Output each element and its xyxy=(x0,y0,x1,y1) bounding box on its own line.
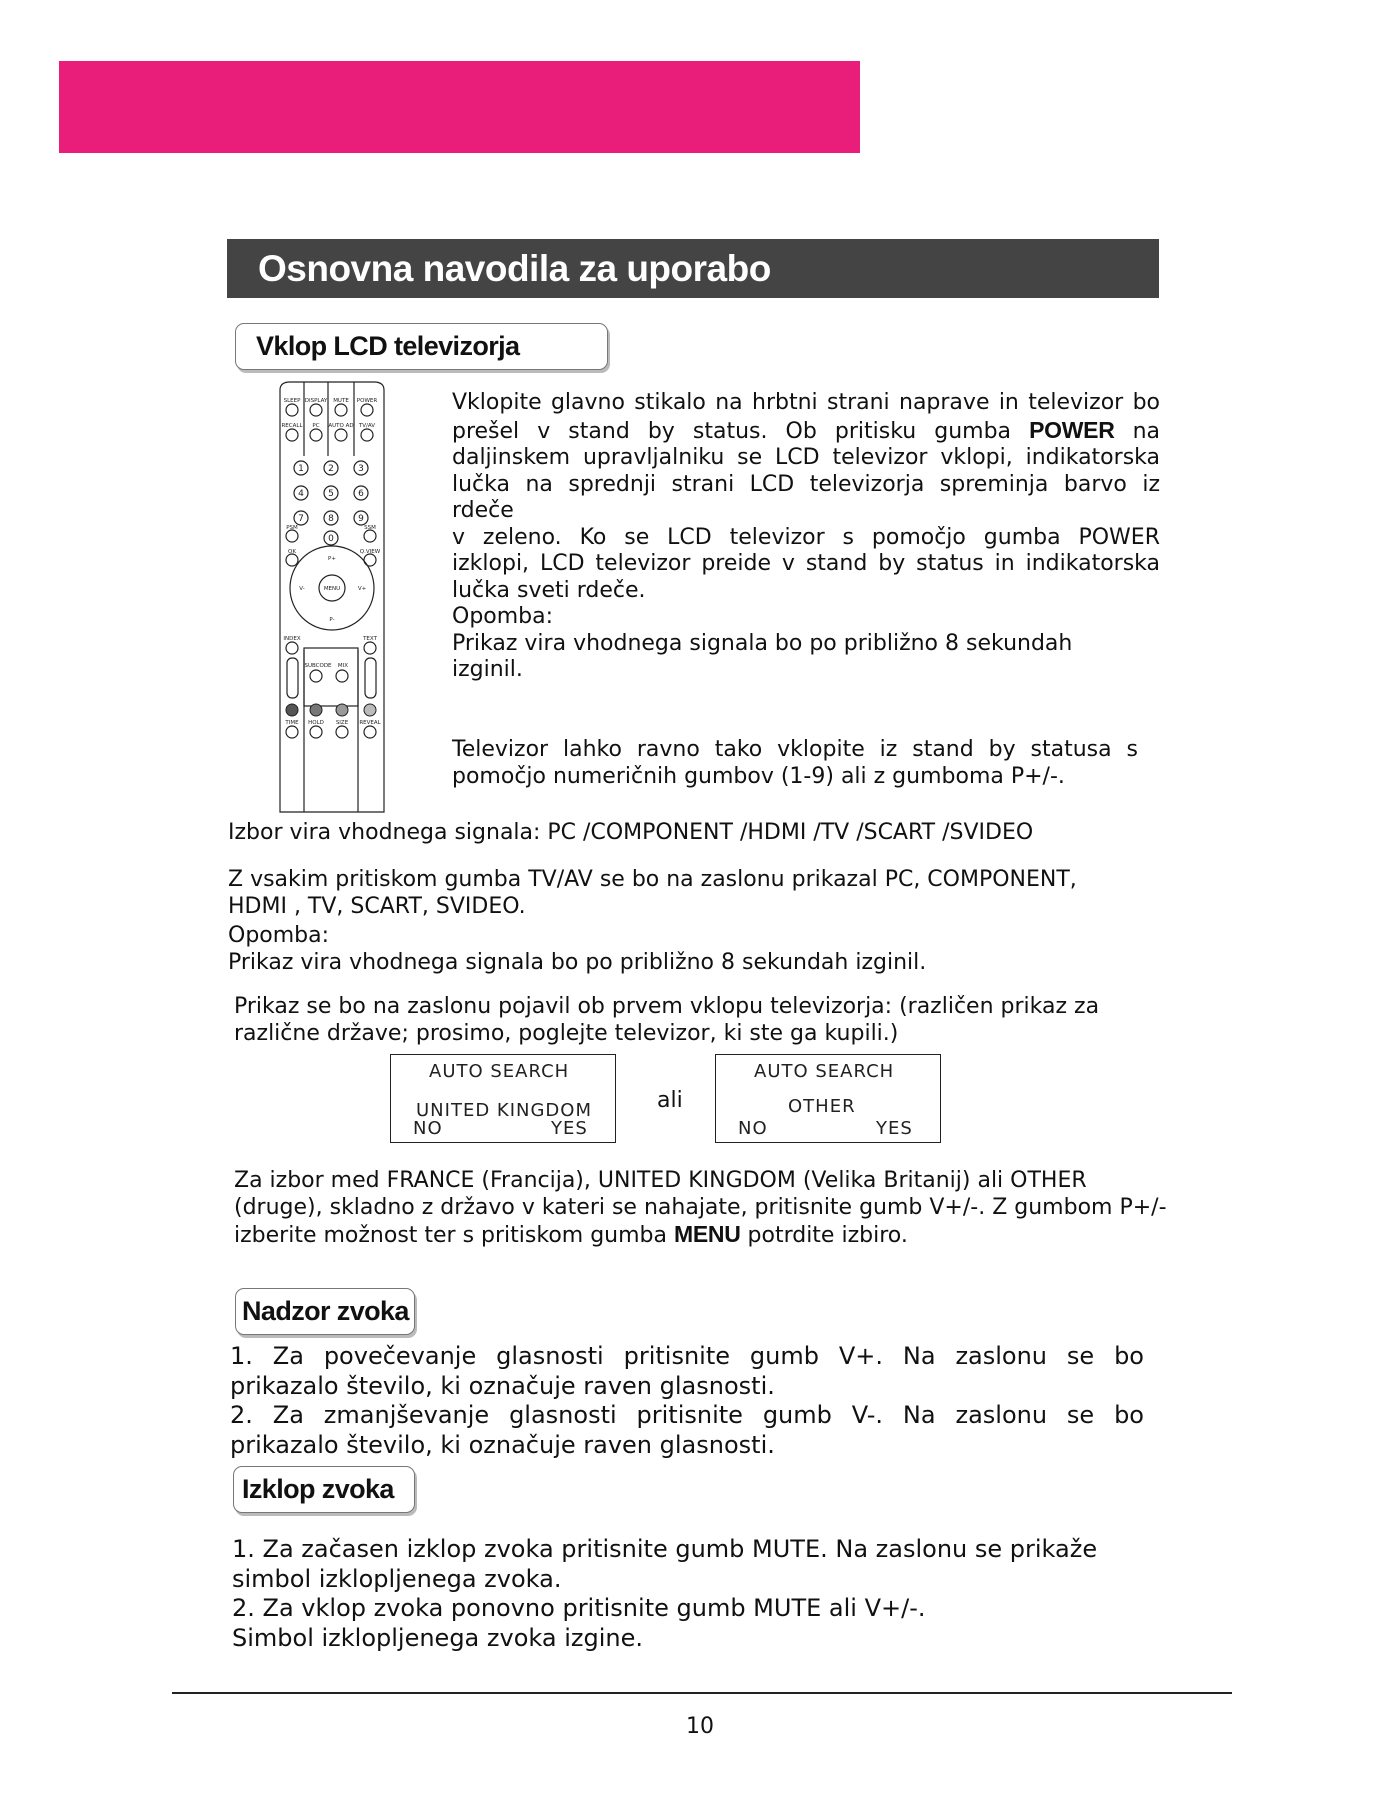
volume-line-4: prikazalo število, ki označuje raven glasnosti. xyxy=(230,1430,775,1459)
tvav-line-2: HDMI , TV, SCART, SVIDEO. xyxy=(228,893,526,919)
intro-line-1: Vklopite glavno stikalo na hrbtni strani naprave in televizor bo xyxy=(452,390,1160,415)
remote-label-sleep: SLEEP xyxy=(283,398,301,404)
remote-label-ssm: SSM xyxy=(364,525,376,531)
note-text-1a: Prikaz vira vhodnega signala bo po približno 8 sekundah xyxy=(452,630,1073,656)
mute-line-3: 2. Za vklop zvoka ponovno pritisnite gumb MUTE ali V+/-. xyxy=(232,1594,926,1622)
remote-label-menu: MENU xyxy=(323,586,341,592)
note-text-2: Prikaz vira vhodnega signala bo po približno 8 sekundah izginil. xyxy=(228,949,927,975)
remote-blue-button xyxy=(364,704,376,716)
osd-left-title: AUTO SEARCH xyxy=(429,1061,570,1082)
remote-digit-3: 3 xyxy=(358,464,364,474)
osd-box-other xyxy=(715,1054,941,1143)
intro-line-2-end: na xyxy=(1132,418,1160,444)
section-heading-vklop xyxy=(235,323,608,370)
intro-line-3: daljinskem upravljalniku se LCD televizor vklopi, indikatorska xyxy=(452,445,1160,470)
standby-paragraph xyxy=(452,737,1138,790)
intro-line-2 xyxy=(452,417,1160,446)
mute-line-4: Simbol izklopljenega zvoka izgine. xyxy=(232,1623,643,1652)
remote-digit-4: 4 xyxy=(298,489,304,499)
remote-label-text: TEXT xyxy=(363,636,377,642)
remote-label-power: POWER xyxy=(356,398,378,404)
osd-left-country: UNITED KINGDOM xyxy=(416,1100,592,1121)
section-heading-nadzor xyxy=(235,1288,415,1335)
remote-label-tvav: TV/AV xyxy=(358,423,376,429)
osd-right-country: OTHER xyxy=(788,1096,856,1117)
volume-line-2: prikazalo število, ki označuje raven glasnosti. xyxy=(230,1371,775,1400)
remote-label-hold: HOLD xyxy=(308,720,324,726)
choose-line-3-end: potrdite izbiro. xyxy=(740,1223,908,1248)
remote-green-button xyxy=(310,704,322,716)
tvav-line-1: Z vsakim pritiskom gumba TV/AV se bo na zaslonu prikazal PC, COMPONENT, xyxy=(228,867,1077,892)
page-number: 10 xyxy=(686,1714,714,1739)
remote-label-size: SIZE xyxy=(335,720,349,726)
section-heading-nadzor-text: Nadzor zvoka xyxy=(242,1296,409,1326)
osd-left-yes: YES xyxy=(551,1118,588,1139)
intro-line-6: izklopi, LCD televizor preide v stand by status in indikatorska xyxy=(452,551,1160,576)
remote-digit-2: 2 xyxy=(328,464,334,474)
mute-paragraph xyxy=(232,1535,1162,1653)
remote-label-recall: RECALL xyxy=(281,423,303,429)
standby-line-1: Televizor lahko ravno tako vklopite iz stand by statusa s xyxy=(452,737,1138,762)
osd-right-no: NO xyxy=(738,1118,768,1139)
intro-line-7: lučka sveti rdeče. xyxy=(452,577,646,603)
remote-label-mix: MIX xyxy=(337,663,349,669)
section-heading-izklop-text: Izklop zvoka xyxy=(242,1474,394,1504)
first-on-paragraph xyxy=(234,994,1194,1047)
mute-line-2: simbol izklopljenega zvoka. xyxy=(232,1564,562,1593)
remote-label-qview: Q.VIEW xyxy=(359,549,381,555)
note-text-1b: izginil. xyxy=(452,657,523,682)
choose-line-3 xyxy=(234,1221,1194,1250)
remote-label-pminus: P- xyxy=(329,617,335,623)
remote-digit-5: 5 xyxy=(328,489,334,499)
remote-digit-9: 9 xyxy=(358,514,364,524)
note-label-2: Opomba: xyxy=(228,923,330,948)
pink-header-bar xyxy=(59,61,860,153)
note-label-1: Opomba: xyxy=(452,604,554,629)
remote-label-index: INDEX xyxy=(283,636,301,642)
remote-red-button xyxy=(286,704,298,716)
osd-box-united-kingdom xyxy=(390,1054,616,1143)
remote-yellow-button xyxy=(336,704,348,716)
remote-label-ok: OK xyxy=(288,549,296,555)
volume-line-1: 1. Za povečevanje glasnosti pritisnite gumb V+. Na zaslonu se bo xyxy=(230,1342,1144,1370)
remote-label-time: TIME xyxy=(285,720,299,726)
power-keyword: POWER xyxy=(1029,416,1115,443)
remote-label-display: DISPLAY xyxy=(304,398,328,404)
remote-label-vminus: V- xyxy=(299,586,305,592)
remote-label-pplus: P+ xyxy=(328,556,336,562)
volume-paragraph xyxy=(230,1342,1144,1460)
section-heading-vklop-text: Vklop LCD televizorja xyxy=(256,331,520,361)
standby-line-2: pomočjo numeričnih gumbov (1-9) ali z gumboma P+/-. xyxy=(452,763,1065,789)
osd-left-no: NO xyxy=(413,1118,443,1139)
note-block-2 xyxy=(228,923,1188,976)
choose-line-1: Za izbor med FRANCE (Francija), UNITED KINGDOM (Velika Britanij) ali OTHER xyxy=(234,1168,1087,1193)
remote-digit-7: 7 xyxy=(298,514,304,524)
volume-line-3: 2. Za zmanjševanje glasnosti pritisnite gumb V-. Na zaslonu se bo xyxy=(230,1401,1144,1429)
tvav-paragraph xyxy=(228,867,1188,920)
menu-keyword: MENU xyxy=(674,1221,741,1247)
choose-line-3-start: izberite možnost ter s pritiskom gumba xyxy=(234,1223,674,1248)
remote-digit-8: 8 xyxy=(328,514,334,524)
remote-label-subcode: SUBCODE xyxy=(304,663,332,669)
remote-label-autoad: AUTO AD xyxy=(328,423,354,429)
first-on-line-1: Prikaz se bo na zaslonu pojavil ob prvem vklopu televizorja: (različen prikaz za xyxy=(234,994,1100,1019)
first-on-line-2: različne države; prosimo, poglejte televizor, ki ste ga kupili.) xyxy=(234,1020,899,1046)
remote-control-illustration xyxy=(270,380,395,820)
remote-digit-0: 0 xyxy=(328,534,334,544)
osd-or-label: ali xyxy=(657,1088,683,1113)
intro-line-2-start: prešel v stand by status. Ob pritisku gumba xyxy=(452,418,1030,444)
intro-line-5: v zeleno. Ko se LCD televizor s pomočjo gumba POWER xyxy=(452,524,1160,550)
mute-line-1: 1. Za začasen izklop zvoka pritisnite gumb MUTE. Na zaslonu se prikaže xyxy=(232,1535,1098,1563)
footer-divider xyxy=(172,1692,1232,1694)
section-heading-izklop xyxy=(233,1466,415,1513)
intro-paragraph xyxy=(452,390,1160,604)
remote-label-reveal: REVEAL xyxy=(359,720,381,726)
osd-right-title: AUTO SEARCH xyxy=(754,1061,895,1082)
remote-digit-1: 1 xyxy=(298,464,304,474)
note-block-1 xyxy=(452,604,1160,684)
page-title: Osnovna navodila za uporabo xyxy=(258,248,771,289)
remote-label-mute: MUTE xyxy=(333,398,349,404)
remote-label-psm: PSM xyxy=(286,525,298,531)
remote-label-pc: PC xyxy=(312,423,320,429)
osd-right-yes: YES xyxy=(876,1118,913,1139)
remote-digit-6: 6 xyxy=(358,489,364,499)
intro-line-4: lučka na sprednji strani LCD televizorja spreminja barvo iz rdeče xyxy=(452,471,1160,523)
choose-line-2: (druge), skladno z državo v kateri se nahajate, pritisnite gumb V+/-. Z gumbom P+/- xyxy=(234,1194,1167,1220)
country-choice-paragraph xyxy=(234,1168,1194,1250)
remote-label-vplus: V+ xyxy=(357,586,367,592)
source-select-line: Izbor vira vhodnega signala: PC /COMPONENT /HDMI /TV /SCART /SVIDEO xyxy=(228,820,1034,845)
